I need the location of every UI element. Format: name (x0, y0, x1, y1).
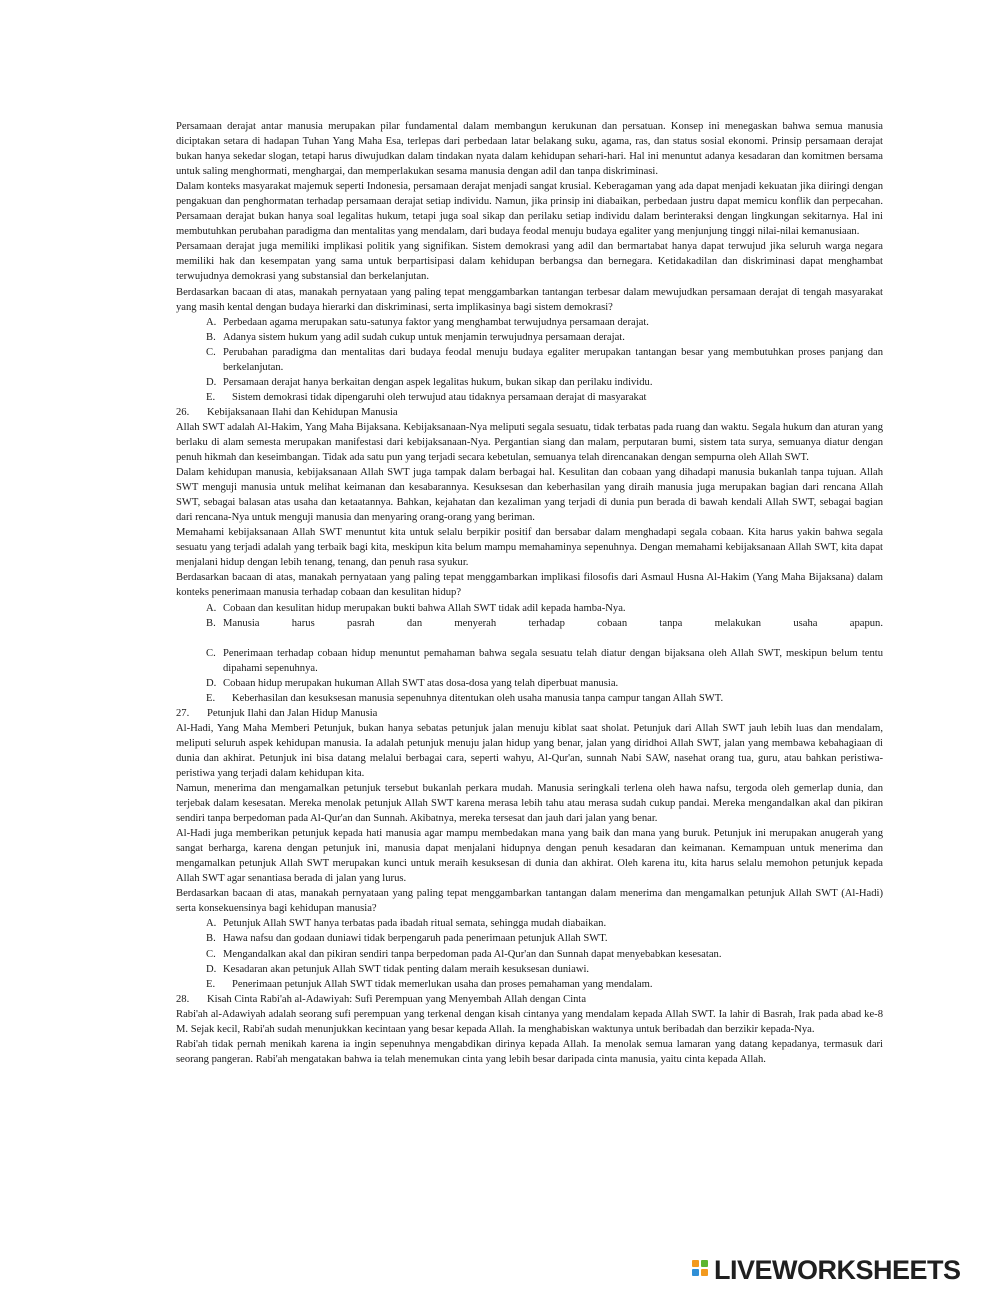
section26-option-a[interactable] (176, 601, 883, 616)
question1-option-d[interactable] (176, 375, 883, 390)
option-letter: A. (206, 918, 217, 930)
question1-options (176, 315, 883, 405)
option-text: Penerimaan terhadap cobaan hidup menuntut pemahaman bahwa segala sesuatu telah diatur dengan bijaksana oleh Allah SWT, meskipun belum tentu dipahami sepenuhnya. (223, 647, 883, 674)
option-text: Sistem demokrasi tidak dipengaruhi oleh terwujud atau tidaknya persamaan derajat di masyarakat (232, 391, 647, 403)
passage1-paragraph-2: Dalam konteks masyarakat majemuk seperti Indonesia, persamaan derajat menjadi sangat krusial. Keberagaman yang ada dapat menjadi kekuatan jika diiringi dengan pengakuan dan penghormatan terhadap persamaan derajat setiap individu. Namun, jika prinsip ini diabaikan, perbedaan justru dapat memicu konflik dan perpecahan. Persamaan derajat bukan hanya soal legalitas hukum, tetapi juga soal sikap dan perilaku setiap individu dalam berinteraksi dengan lingkungan sekitarnya. Hal ini membutuhkan perubahan paradigma dan mentalitas yang mendalam, dari budaya feodal menuju budaya egaliter yang menjunjung tinggi nilai-nilai kemanusiaan. (176, 181, 883, 238)
question1-option-b[interactable] (176, 330, 883, 345)
section26-question: Berdasarkan bacaan di atas, manakah pernyataan yang paling tepat menggambarkan implikasi filosofis dari Asmaul Husna Al-Hakim (Yang Maha Bijaksana) dalam konteks penerimaan manusia terhadap cobaan dan kesulitan hidup? (176, 572, 883, 599)
section26-heading (176, 405, 883, 420)
option-letter: B. (206, 933, 216, 945)
passage1-paragraph-1: Persamaan derajat antar manusia merupakan pilar fundamental dalam membangun kerukunan dan persatuan. Konsep ini menegaskan bahwa semua manusia diciptakan setara di hadapan Tuhan Yang Maha Esa, terlepas dari perbedaan latar belakang suku, agama, ras, dan status sosial ekonomi. Prinsip persamaan derajat bukan hanya sekedar slogan, tetapi harus diwujudkan dalam tindakan nyata dalam kehidupan sehari-hari. Hal ini menuntut adanya kesadaran dan komitmen bersama untuk saling menghormati, menghargai, dan memperlakukan sesama manusia dengan adil dan tanpa diskriminasi. (176, 121, 883, 178)
section27-paragraph-3: Al-Hadi juga memberikan petunjuk kepada hati manusia agar mampu membedakan mana yang baik dan mana yang buruk. Petunjuk ini merupakan anugerah yang sangat berharga, karena dengan petunjuk ini, manusia dapat menjalani hidupnya dengan penuh kesadaran dan keimanan. Kemampuan untuk menerima dan mengamalkan petunjuk Allah SWT merupakan kunci untuk meraih kesuksesan di dunia dan akhirat. Oleh karena itu, kita harus selalu memohon petunjuk kepada Allah SWT agar senantiasa berada di jalan yang lurus. (176, 828, 883, 885)
question1-option-c[interactable] (176, 345, 883, 375)
option-text: Cobaan hidup merupakan hukuman Allah SWT atas dosa-dosa yang telah diperbuat manusia. (223, 677, 619, 689)
section-number: 27. (176, 707, 190, 719)
option-letter: C. (206, 647, 216, 659)
section26-option-b[interactable] (176, 616, 883, 631)
section-number: 26. (176, 406, 190, 418)
option-text: Petunjuk Allah SWT hanya terbatas pada ibadah ritual semata, sehingga mudah diabaikan. (223, 918, 607, 930)
document-body (176, 119, 883, 1067)
option-text: Adanya sistem hukum yang adil sudah cukup untuk menjamin terwujudnya persamaan derajat. (223, 331, 625, 343)
option-text: Hawa nafsu dan godaan duniawi tidak berpengaruh pada penerimaan petunjuk Allah SWT. (223, 933, 608, 945)
option-letter: B. (206, 331, 216, 343)
option-text: Manusia harus pasrah dan menyerah terhadap cobaan tanpa melakukan usaha apapun. (223, 617, 883, 629)
question1-option-a[interactable] (176, 315, 883, 330)
option-text: Kesadaran akan petunjuk Allah SWT tidak penting dalam meraih kesuksesan duniawi. (223, 963, 590, 975)
option-letter: C. (206, 346, 216, 358)
option-letter: E. (206, 692, 216, 704)
section-number: 28. (176, 993, 190, 1005)
option-letter: E. (206, 978, 216, 990)
section27-option-c[interactable] (176, 947, 883, 962)
option-letter: D. (206, 677, 217, 689)
section27-option-d[interactable] (176, 962, 883, 977)
option-letter: C. (206, 948, 216, 960)
section27-question: Berdasarkan bacaan di atas, manakah pernyataan yang paling tepat menggambarkan tantangan dalam menerima dan mengamalkan petunjuk Allah SWT (Al-Hadi) serta konsekuensinya bagi kehidupan manusia? (176, 888, 883, 915)
section27-option-e[interactable] (176, 977, 883, 992)
section26-option-c[interactable] (176, 646, 883, 676)
section-title: Petunjuk Ilahi dan Jalan Hidup Manusia (207, 707, 378, 719)
section28-paragraph-1: Rabi'ah al-Adawiyah adalah seorang sufi perempuan yang terkenal dengan kisah cintanya yang mendalam kepada Allah SWT. Ia lahir di Basrah, Irak pada abad ke-8 M. Sejak kecil, Rabi'ah sudah menunjukkan kecintaan yang besar kepada Allah. Ia menghabiskan waktunya untuk beribadah dan berzikir kepada-Nya. (176, 1008, 883, 1035)
section-title: Kebijaksanaan Ilahi dan Kehidupan Manusia (207, 406, 398, 418)
liveworksheets-logo[interactable] (692, 1255, 961, 1285)
option-text: Persamaan derajat hanya berkaitan dengan aspek legalitas hukum, bukan sikap dan perilaku individu. (223, 376, 653, 388)
option-letter: D. (206, 376, 217, 388)
option-letter: B. (206, 617, 216, 629)
passage1-paragraph-3: Persamaan derajat juga memiliki implikasi politik yang signifikan. Sistem demokrasi yang adil dan bermartabat hanya dapat terwujud jika seluruh warga negara memiliki hak dan kesempatan yang sama untuk berpartisipasi dalam kehidupan berbangsa dan bernegara. Ketidakadilan dan diskriminasi dapat menghambat terwujudnya demokrasi yang substansial dan berkelanjutan. (176, 241, 883, 283)
liveworksheets-logo-icon (692, 1259, 710, 1281)
section26-options (176, 601, 883, 706)
option-text: Penerimaan petunjuk Allah SWT tidak memerlukan usaha dan proses pemahaman yang mendalam. (232, 978, 653, 990)
section27-option-a[interactable] (176, 916, 883, 931)
option-text: Cobaan dan kesulitan hidup merupakan bukti bahwa Allah SWT tidak adil kepada hamba-Nya. (223, 602, 626, 614)
option-text: Mengandalkan akal dan pikiran sendiri tanpa berpedoman pada Al-Qur'an dan Sunnah dapat menyebabkan kesesatan. (223, 948, 722, 960)
section28-paragraph-2: Rabi'ah tidak pernah menikah karena ia ingin sepenuhnya mengabdikan dirinya kepada Allah. Ia menolak semua lamaran yang datang kepadanya, termasuk dari seorang pangeran. Rabi'ah mengatakan bahwa ia telah menemukan cinta yang lebih besar daripada cinta manusia, yaitu cinta kepada Allah. (176, 1038, 883, 1065)
section26-paragraph-1: Allah SWT adalah Al-Hakim, Yang Maha Bijaksana. Kebijaksanaan-Nya meliputi segala sesuatu, tidak terbatas pada ruang dan waktu. Segala hukum dan aturan yang berlaku di alam semesta merupakan manifestasi dari kebijaksanaan-Nya. Pergantian siang dan malam, perputaran bumi, sistem tata surya, semuanya diatur dengan penuh hikmah dan keseimbangan. Tidak ada satu pun yang terjadi secara kebetulan, semuanya telah direncanakan dengan sempurna oleh Allah SWT. (176, 421, 883, 464)
question1-option-e[interactable] (176, 390, 883, 405)
section27-options (176, 916, 883, 991)
option-letter: A. (206, 316, 217, 328)
option-letter: A. (206, 602, 217, 614)
option-text: Keberhasilan dan kesuksesan manusia sepenuhnya ditentukan oleh usaha manusia tanpa campur tangan Allah SWT. (232, 692, 724, 704)
section28-heading (176, 992, 883, 1007)
question1-text: Berdasarkan bacaan di atas, manakah pernyataan yang paling tepat menggambarkan tantangan terbesar dalam mewujudkan persamaan derajat di tengah masyarakat yang masih kental dengan budaya hierarki dan diskriminasi, serta implikasinya bagi sistem demokrasi? (176, 286, 883, 313)
section26-paragraph-3: Memahami kebijaksanaan Allah SWT menuntut kita untuk selalu berpikir positif dan bersabar dalam menghadapi segala cobaan. Kita harus yakin bahwa segala sesuatu yang terjadi adalah yang terbaik bagi kita, meskipun kita belum mampu memahaminya sepenuhnya. Dengan memahami kebijaksanaan Allah SWT, kita dapat menjalani hidup dengan lebih tenang, tenang, dan penuh rasa syukur. (176, 527, 883, 569)
section27-option-b[interactable] (176, 931, 883, 946)
section26-option-e[interactable] (176, 691, 883, 706)
blank-line (176, 631, 883, 646)
option-letter: D. (206, 963, 217, 975)
section26-option-d[interactable] (176, 676, 883, 691)
section27-paragraph-1: Al-Hadi, Yang Maha Memberi Petunjuk, bukan hanya sebatas petunjuk jalan menuju kiblat saat sholat. Petunjuk dari Allah SWT jauh lebih luas dan mendalam, meliputi seluruh aspek kehidupan manusia. Ia adalah petunjuk menuju jalan hidup yang benar, jalan yang diridhoi Allah SWT, jalan yang membawa kebahagiaan di dunia dan akhirat. Petunjuk ini bisa datang melalui berbagai cara, seperti wahyu, Al-Qur'an, sunnah Nabi SAW, nasehat orang tua, guru, atau bahkan peristiwa-peristiwa yang terjadi dalam kehidupan kita. (176, 722, 883, 779)
section-title: Kisah Cinta Rabi'ah al-Adawiyah: Sufi Perempuan yang Menyembah Allah dengan Cinta (207, 993, 587, 1005)
logo-text: LIVEWORKSHEETS (714, 1254, 961, 1285)
section26-paragraph-2: Dalam kehidupan manusia, kebijaksanaan Allah SWT juga tampak dalam berbagai hal. Kesulitan dan cobaan yang dihadapi manusia bukanlah tanpa tujuan. Allah SWT menguji manusia untuk melihat keimanan dan kesabarannya. Kesuksesan dan keberhasilan yang diraih manusia juga merupakan bagian dari rencana Allah SWT, sebagai balasan atas usaha dan ketaatannya. Bahkan, kejahatan dan kezaliman yang terjadi di dunia pun berada di bawah kendali Allah SWT, sebagai bagian dari rencana-Nya untuk menguji manusia dan menyaring orang-orang yang beriman. (176, 467, 883, 524)
option-text: Perubahan paradigma dan mentalitas dari budaya feodal menuju budaya egaliter merupakan tantangan besar yang membutuhkan proses panjang dan berkelanjutan. (223, 346, 883, 373)
option-letter: E. (206, 391, 216, 403)
option-text: Perbedaan agama merupakan satu-satunya faktor yang menghambat terwujudnya persamaan derajat. (223, 316, 649, 328)
section27-paragraph-2: Namun, menerima dan mengamalkan petunjuk tersebut bukanlah perkara mudah. Manusia seringkali terlena oleh hawa nafsu, tergoda oleh gemerlap dunia, dan terjebak dalam kesesatan. Mereka menolak petunjuk Allah SWT karena merasa lebih tahu atau merasa sudah cukup pandai. Mereka mengandalkan akal dan pikiran sendiri tanpa berpedoman pada Al-Qur'an dan Sunnah. Akibatnya, mereka tersesat dan jauh dari jalan yang benar. (176, 783, 883, 825)
section27-heading (176, 706, 883, 721)
